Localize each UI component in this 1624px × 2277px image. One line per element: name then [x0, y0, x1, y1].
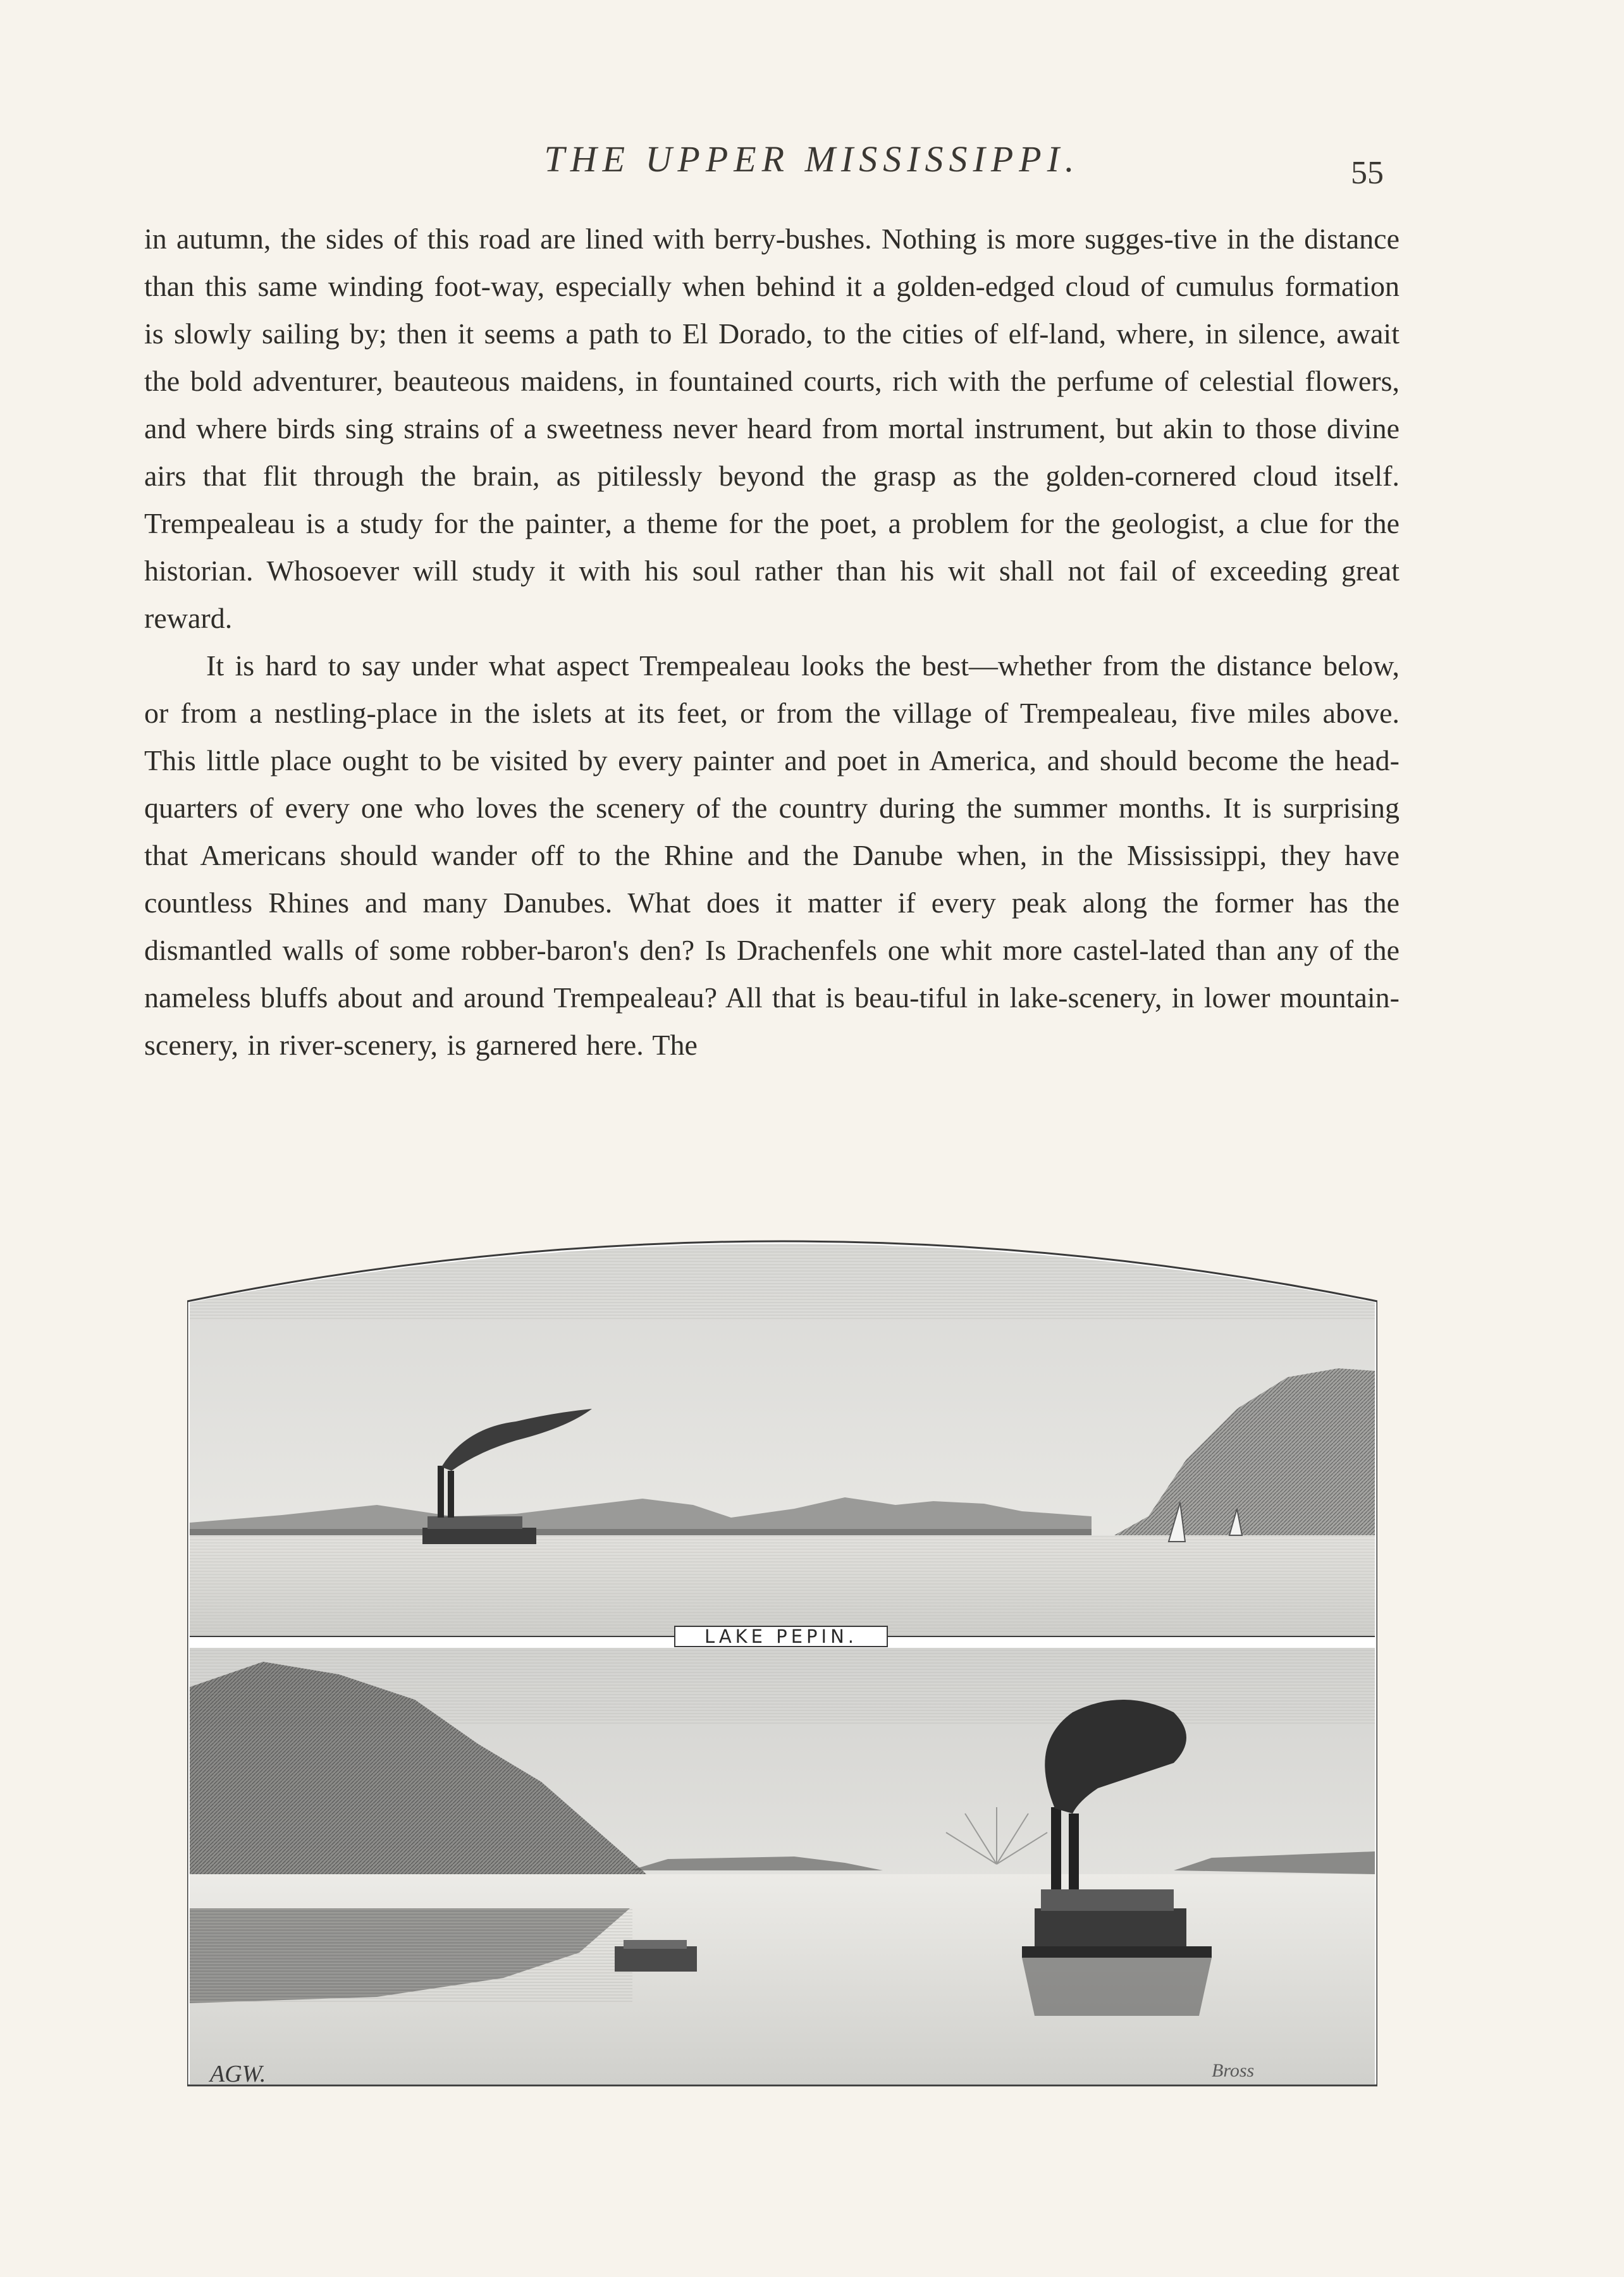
top-panel	[190, 1244, 1375, 1636]
page-header	[0, 138, 1624, 195]
barge	[615, 1946, 697, 1972]
body-text	[144, 215, 1399, 1069]
running-title: THE UPPER MISSISSIPPI.	[544, 138, 1080, 180]
bottom-panel	[190, 1648, 1375, 2084]
engraver-signature-right: Bross	[1212, 2060, 1255, 2081]
paragraph-1: in autumn, the sides of this road are lined with berry-bushes. Nothing is more sugges-tive in the distance than this same winding foot-way, especially when behind it a golden-edged cloud of cumulus formation is slowly sailing by; then it seems a path to El Dorado, to the cities of elf-land, where, in silence, await the bold adventurer, beauteous maidens, in fountained courts, rich with the perfume of celestial flowers, and where birds sing strains of a sweetness never heard from mortal instrument, but akin to those divine airs that flit through the brain, as pitilessly beyond the grasp as the golden-cornered cloud itself. Trempealeau is a study for the painter, a theme for the poet, a problem for the geologist, a clue for the historian. Whosoever will study it with his soul rather than his wit shall not fail of exceeding great reward.	[144, 223, 1399, 634]
figure-caption: LAKE PEPIN.	[704, 1626, 858, 1647]
paragraph-2: It is hard to say under what aspect Trempealeau looks the best—whether from the distance below, or from a nestling-place in the islets at its feet, or from the village of Trempealeau, five miles above. This little place ought to be visited by every painter and poet in America, and should become the head-quarters of every one who loves the scenery of the country during the summer months. It is surprising that Americans should wander off to the Rhine and the Danube when, in the Mississippi, they have countless Rhines and many Danubes. What does it matter if every peak along the former has the dismantled walls of some robber-baron's den? Is Drachenfels one whit more castel-lated than any of the nameless bluffs about and around Trempealeau? All that is beau-tiful in lake-scenery, in lower mountain-scenery, in river-scenery, is garnered here. The	[144, 649, 1399, 1061]
page-number: 55	[1351, 155, 1384, 191]
lake-pepin-engraving	[187, 1219, 1377, 2098]
engraving-illustration	[187, 1219, 1377, 2098]
engraver-signature-left: AGW.	[210, 2061, 266, 2087]
